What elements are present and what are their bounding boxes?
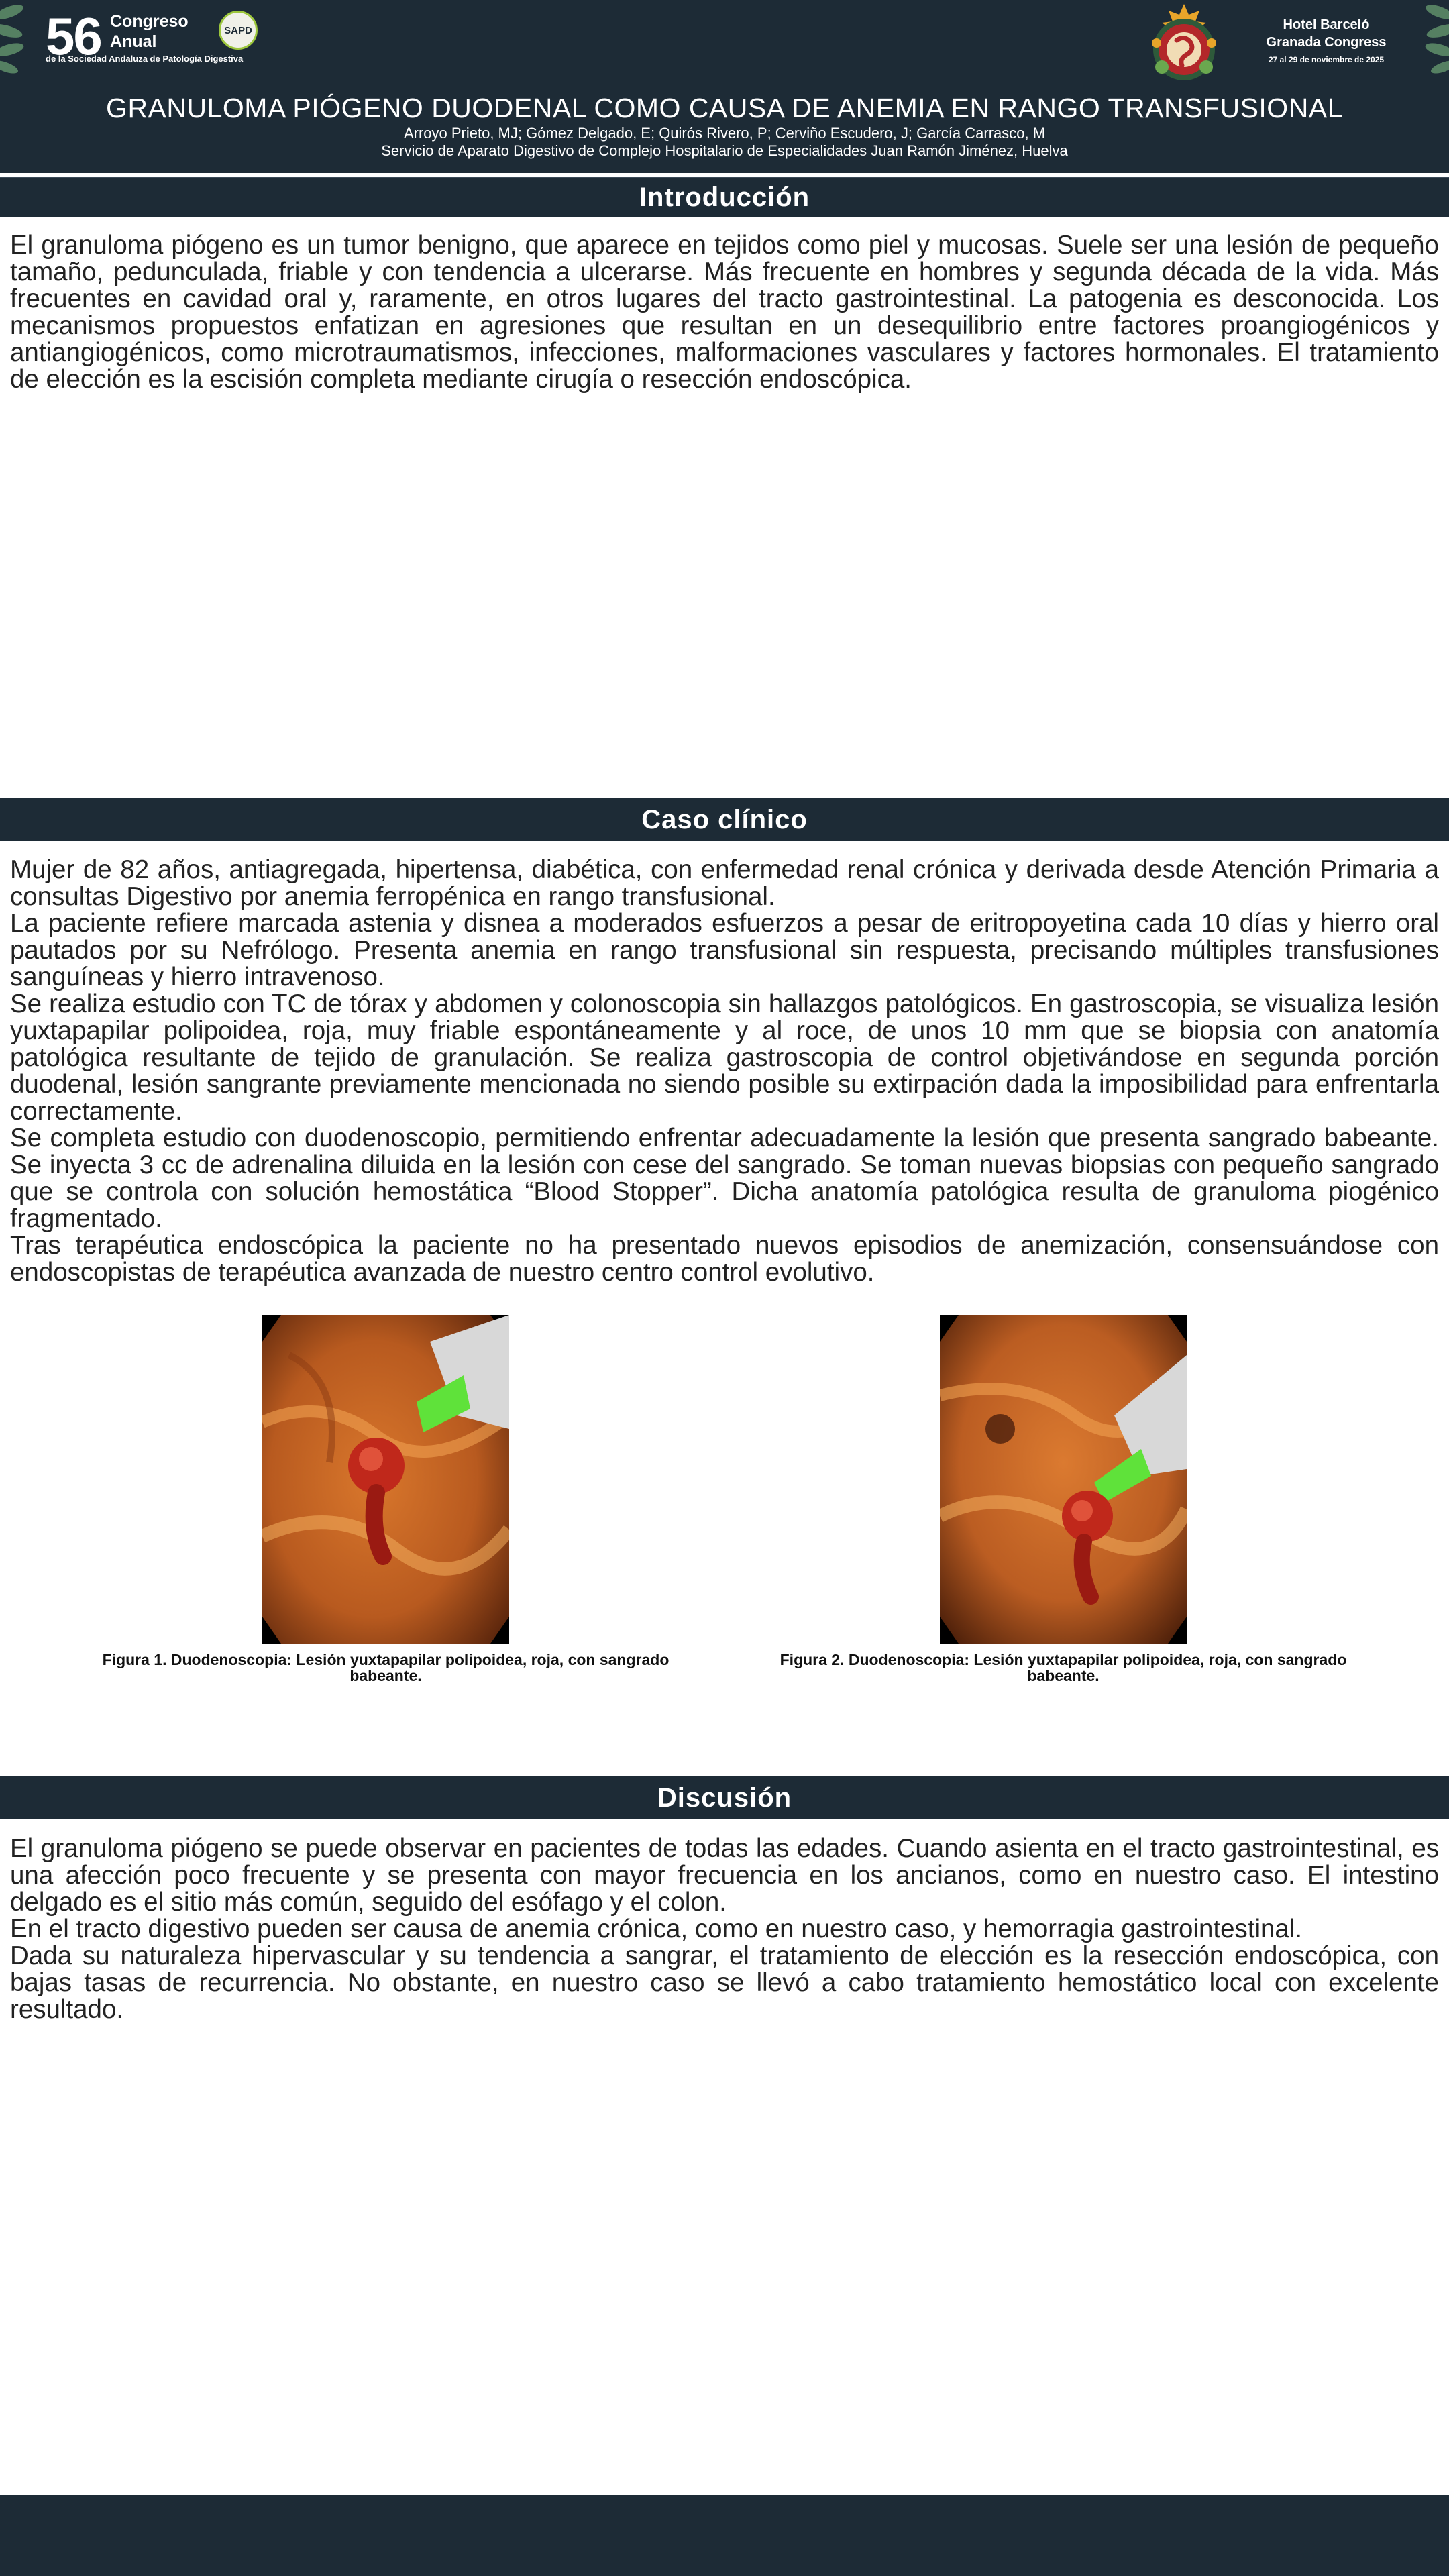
section-title: Introducción (639, 182, 810, 212)
section-title: Caso clínico (641, 805, 808, 835)
endoscopy-image-1 (262, 1315, 509, 1644)
case-body (10, 857, 1439, 1286)
venue-hotel: Hotel Barceló (1283, 17, 1370, 32)
section-heading-discusion (0, 1776, 1449, 1819)
poster-footer (0, 2496, 1449, 2576)
venue-info (1249, 16, 1403, 64)
paragraph: Mujer de 82 años, antiagregada, hipertensa, diabética, con enfermedad renal crónica y derivada desde Atención Primaria a consultas Digestivo por anemia ferropénica en rango transfusional. (10, 855, 1439, 911)
paragraph: En el tracto digestivo pueden ser causa de anemia crónica, como en nuestro caso, y hemorragia gastrointestinal. (10, 1915, 1303, 1943)
figure-1 (84, 1315, 688, 1684)
leaf-decoration-left-icon (0, 0, 35, 80)
congress-number: 56 (46, 7, 101, 66)
authors: Arroyo Prieto, MJ; Gómez Delgado, E; Quirós Rivero, P; Cerviño Escudero, J; García Carrasco, M (403, 125, 1046, 142)
venue-center: Granada Congress (1266, 35, 1387, 50)
paragraph: Dada su naturaleza hipervascular y su tendencia a sangrar, el tratamiento de elección es la resección endoscópica, con bajas tasas de recurrencia. No obstante, en nuestro caso se llevó a cabo tratamiento hemostático local con excelente resultado. (10, 1941, 1439, 2024)
paragraph: Tras terapéutica endoscópica la paciente no ha presentado nuevos episodios de anemización, consensuándose con endoscopistas de terapéutica avanzada de nuestro centro control evolutivo. (10, 1231, 1439, 1287)
figure-caption: Figura 1. Duodenoscopia: Lesión yuxtapapilar polipoidea, roja, con sangrado babeante. (102, 1651, 669, 1684)
paragraph: La paciente refiere marcada astenia y disnea a moderados esfuerzos a pesar de eritropoyetina cada 10 días y hierro oral pautados por su Nefrólogo. Presenta anemia en rango transfusional sin respuesta, precisando múltiples transfusiones sanguíneas y hierro intravenoso. (10, 909, 1439, 991)
paragraph: El granuloma piógeno es un tumor benigno, que aparece en tejidos como piel y mucosas. Suele ser una lesión de pequeño tamaño, pedunculada, friable y con tendencia a ulcerarse. Más frecuente en hombres y segunda década de la vida. Más frecuentes en cavidad oral y, raramente, en otros lugares del tracto gastrointestinal. La patogenia es desconocida. Los mecanismos propuestos enfatizan en agresiones que resultan en un desequilibrio entre factores proangiogénicos y antiangiogénicos, como microtraumatismos, infecciones, malformaciones vasculares y factores hormonales. El tratamiento de elección es la escisión completa mediante cirugía o resección endoscópica. (10, 231, 1439, 394)
section-title: Discusión (657, 1783, 792, 1813)
paragraph: Se realiza estudio con TC de tórax y abdomen y colonoscopia sin hallazgos patológicos. En gastroscopia, se visualiza lesión yuxtapapilar polipoidea, roja, muy friable espontáneamente y al roce, de unos 10 mm que se biopsia con anatomía patológica resultante de tejido de granulación. Se realiza gastroscopia de control objetivándose en segunda porción duodenal, lesión sangrante previamente mencionada no siendo posible su extirpación dada la imposibilidad para enfrentarla correctamente. (10, 989, 1439, 1126)
poster-header (0, 0, 1449, 173)
figure-2 (761, 1315, 1365, 1684)
section-heading-caso-clinico (0, 798, 1449, 841)
figure-caption: Figura 2. Duodenoscopia: Lesión yuxtapapilar polipoidea, roja, con sangrado babeante. (780, 1651, 1347, 1684)
title-block (0, 91, 1449, 160)
paragraph: El granuloma piógeno se puede observar en pacientes de todas las edades. Cuando asienta en el tracto gastrointestinal, es una afección poco frecuente y se presenta con mayor frecuencia en los ancianos, como en nuestro caso. El intestino delgado es el sitio más común, seguido del esófago y el colon. (10, 1834, 1439, 1917)
society-name: de la Sociedad Andaluza de Patología Digestiva (46, 54, 244, 64)
poster-title: GRANULOMA PIÓGENO DUODENAL COMO CAUSA DE ANEMIA EN RANGO TRANSFUSIONAL (106, 93, 1343, 123)
venue-dates: 27 al 29 de noviembre de 2025 (1268, 55, 1385, 64)
affiliation: Servicio de Aparato Digestivo de Complejo Hospitalario de Especialidades Juan Ramón Jiménez, Huelva (381, 142, 1068, 159)
sapd-logo: SAPD (219, 11, 258, 50)
section-heading-introduccion (0, 177, 1449, 217)
endoscopy-image-2 (940, 1315, 1187, 1644)
discussion-body (10, 1835, 1439, 2023)
paragraph: Se completa estudio con duodenoscopio, permitiendo enfrentar adecuadamente la lesión que presenta sangrado babeante. Se inyecta 3 cc de adrenalina diluida en la lesión con cese del sangrado. Se toman nuevas biopsias con pequeño sangrado que se controla con solución hemostática “Blood Stopper”. Dicha anatomía patológica resulta de granuloma piogénico fragmentado. (10, 1124, 1439, 1233)
congress-word: Congreso (110, 12, 189, 31)
intro-body (10, 232, 1439, 393)
leaf-decoration-right-icon (1414, 0, 1449, 80)
granada-emblem-icon (1142, 3, 1226, 83)
divider (0, 177, 1449, 178)
congress-word-annual: Anual (110, 32, 157, 51)
